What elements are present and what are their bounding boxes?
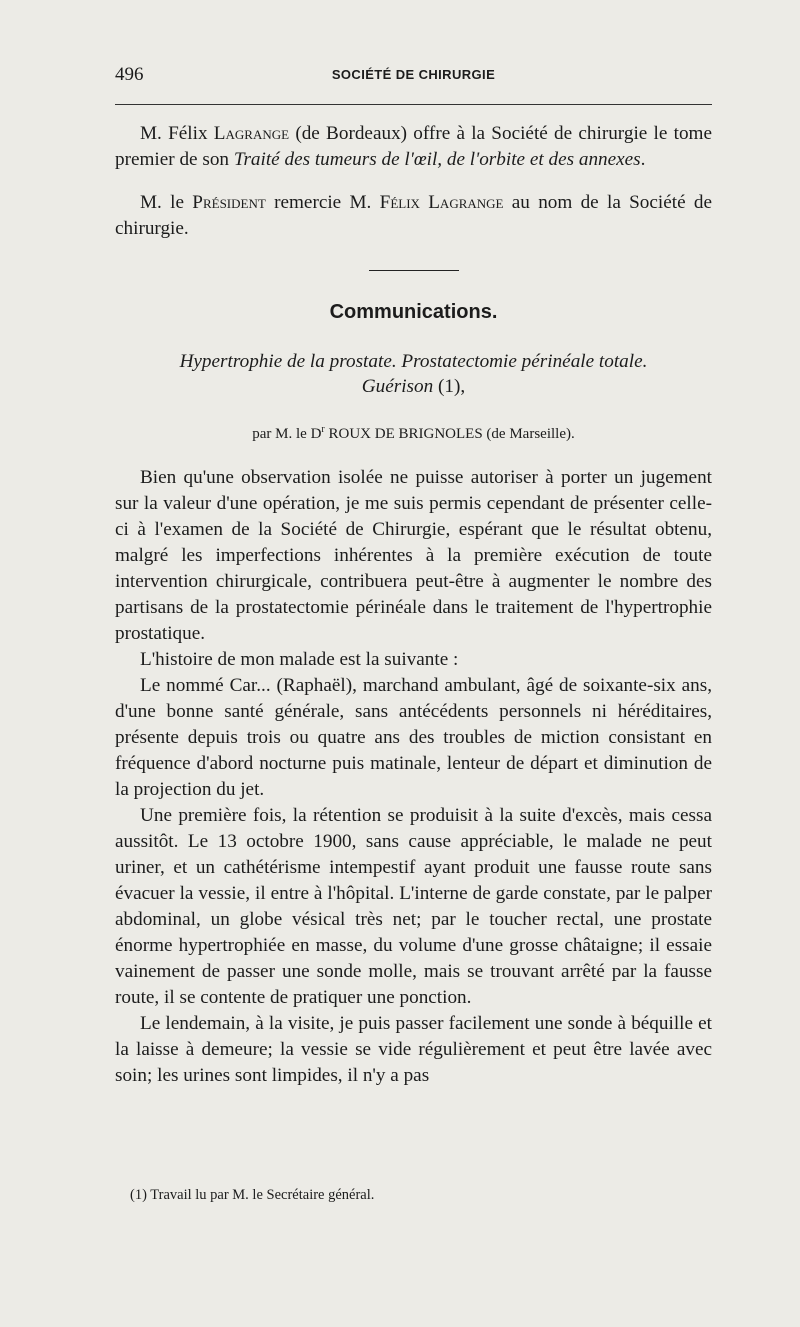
article-title <box>115 349 712 399</box>
paragraph-offer <box>115 121 712 173</box>
header-rule <box>115 104 712 105</box>
para1-text-c: (de Bordeaux) offre à la Société de chirurgie le tome premier de son <box>115 123 712 170</box>
article-byline <box>115 419 712 445</box>
paragraph: Le nommé Car... (Raphaël), marchand ambulant, âgé de soixante-six ans, d'une bonne santé générale, sans antécédents personnels ni héréditaires, présente depuis trois ou quatre ans des troubles de miction consistant en fréquence d'abord nocturne puis matinale, lenteur de départ et diminution de la projection du jet. <box>115 675 712 800</box>
separator-rule <box>369 270 459 271</box>
article-title-line1: Hypertrophie de la prostate. Prostatectomie périnéale totale. <box>179 351 648 372</box>
paragraph: Bien qu'une observation isolée ne puisse autoriser à porter un jugement sur la valeur d'une opération, je me suis permis cependant de présenter celle-ci à l'examen de la Société de Chirurgie, espérant que le résultat obtenu, malgré les imperfections inhérentes à la première exécution de toute intervention chirurgicale, contribuera peut-être à augmenter le nombre des partisans de la prostatectomie périnéale dans le traitement de l'hypertrophie prostatique. <box>115 467 712 644</box>
byline-superscript: r <box>321 424 325 435</box>
body-text <box>115 121 712 1089</box>
paragraph: Une première fois, la rétention se produisit à la suite d'excès, mais cessa aussitôt. Le 13 octobre 1900, sans cause appréciable, le malade ne peut uriner, et un cathétérisme intempestif ayant produit une fausse route sans évacuer la vessie, il entre à l'hôpital. L'interne de garde constate, par le palper abdominal, un globe vésical très net; par le toucher rectal, une prostate énorme hypertrophiée en masse, du volume d'une grosse châtaigne; il essaie vainement de passer une sonde molle, mais se trouvant arrêté par la fausse route, il se contente de pratiquer une ponction. <box>115 805 712 1008</box>
para1-text-a: M. Félix <box>140 123 214 144</box>
para2-text-e: au nom de la Société de chirurgie. <box>115 192 713 239</box>
author-name-lagrange: Lagrange <box>213 123 290 144</box>
name-felix-lagrange: Félix Lagrange <box>379 192 504 213</box>
section-title: Communications. <box>329 301 498 323</box>
para2-text-c: remercie M. <box>265 192 380 213</box>
byline-text-b: ROUX DE BRIGNOLES (de Marseille). <box>324 426 575 442</box>
paragraph: L'histoire de mon malade est la suivante : <box>140 649 459 670</box>
paragraph: Le lendemain, à la visite, je puis passer facilement une sonde à béquille et la laisse à demeure; la vessie se vide régulièrement et peut être lavée avec soin; les urines sont limpides, il n'y a pas <box>115 1013 712 1086</box>
running-title: SOCIÉTÉ DE CHIRURGIE <box>331 67 496 82</box>
article-title-line2: Guérison <box>361 376 434 397</box>
page-number: 496 <box>115 64 144 85</box>
president-title: Président <box>192 192 266 213</box>
paragraph-thanks <box>115 190 712 242</box>
para1-text-e: . <box>640 149 646 170</box>
page-header <box>115 64 712 88</box>
book-title: Traité des tumeurs de l'œil, de l'orbite et des annexes <box>233 149 641 170</box>
para2-text-a: M. le <box>140 192 193 213</box>
byline-text-a: par M. le D <box>252 426 322 442</box>
footnote-reference: (1), <box>433 376 466 397</box>
footnote: (1) Travail lu par M. le Secrétaire général. <box>130 1187 375 1203</box>
